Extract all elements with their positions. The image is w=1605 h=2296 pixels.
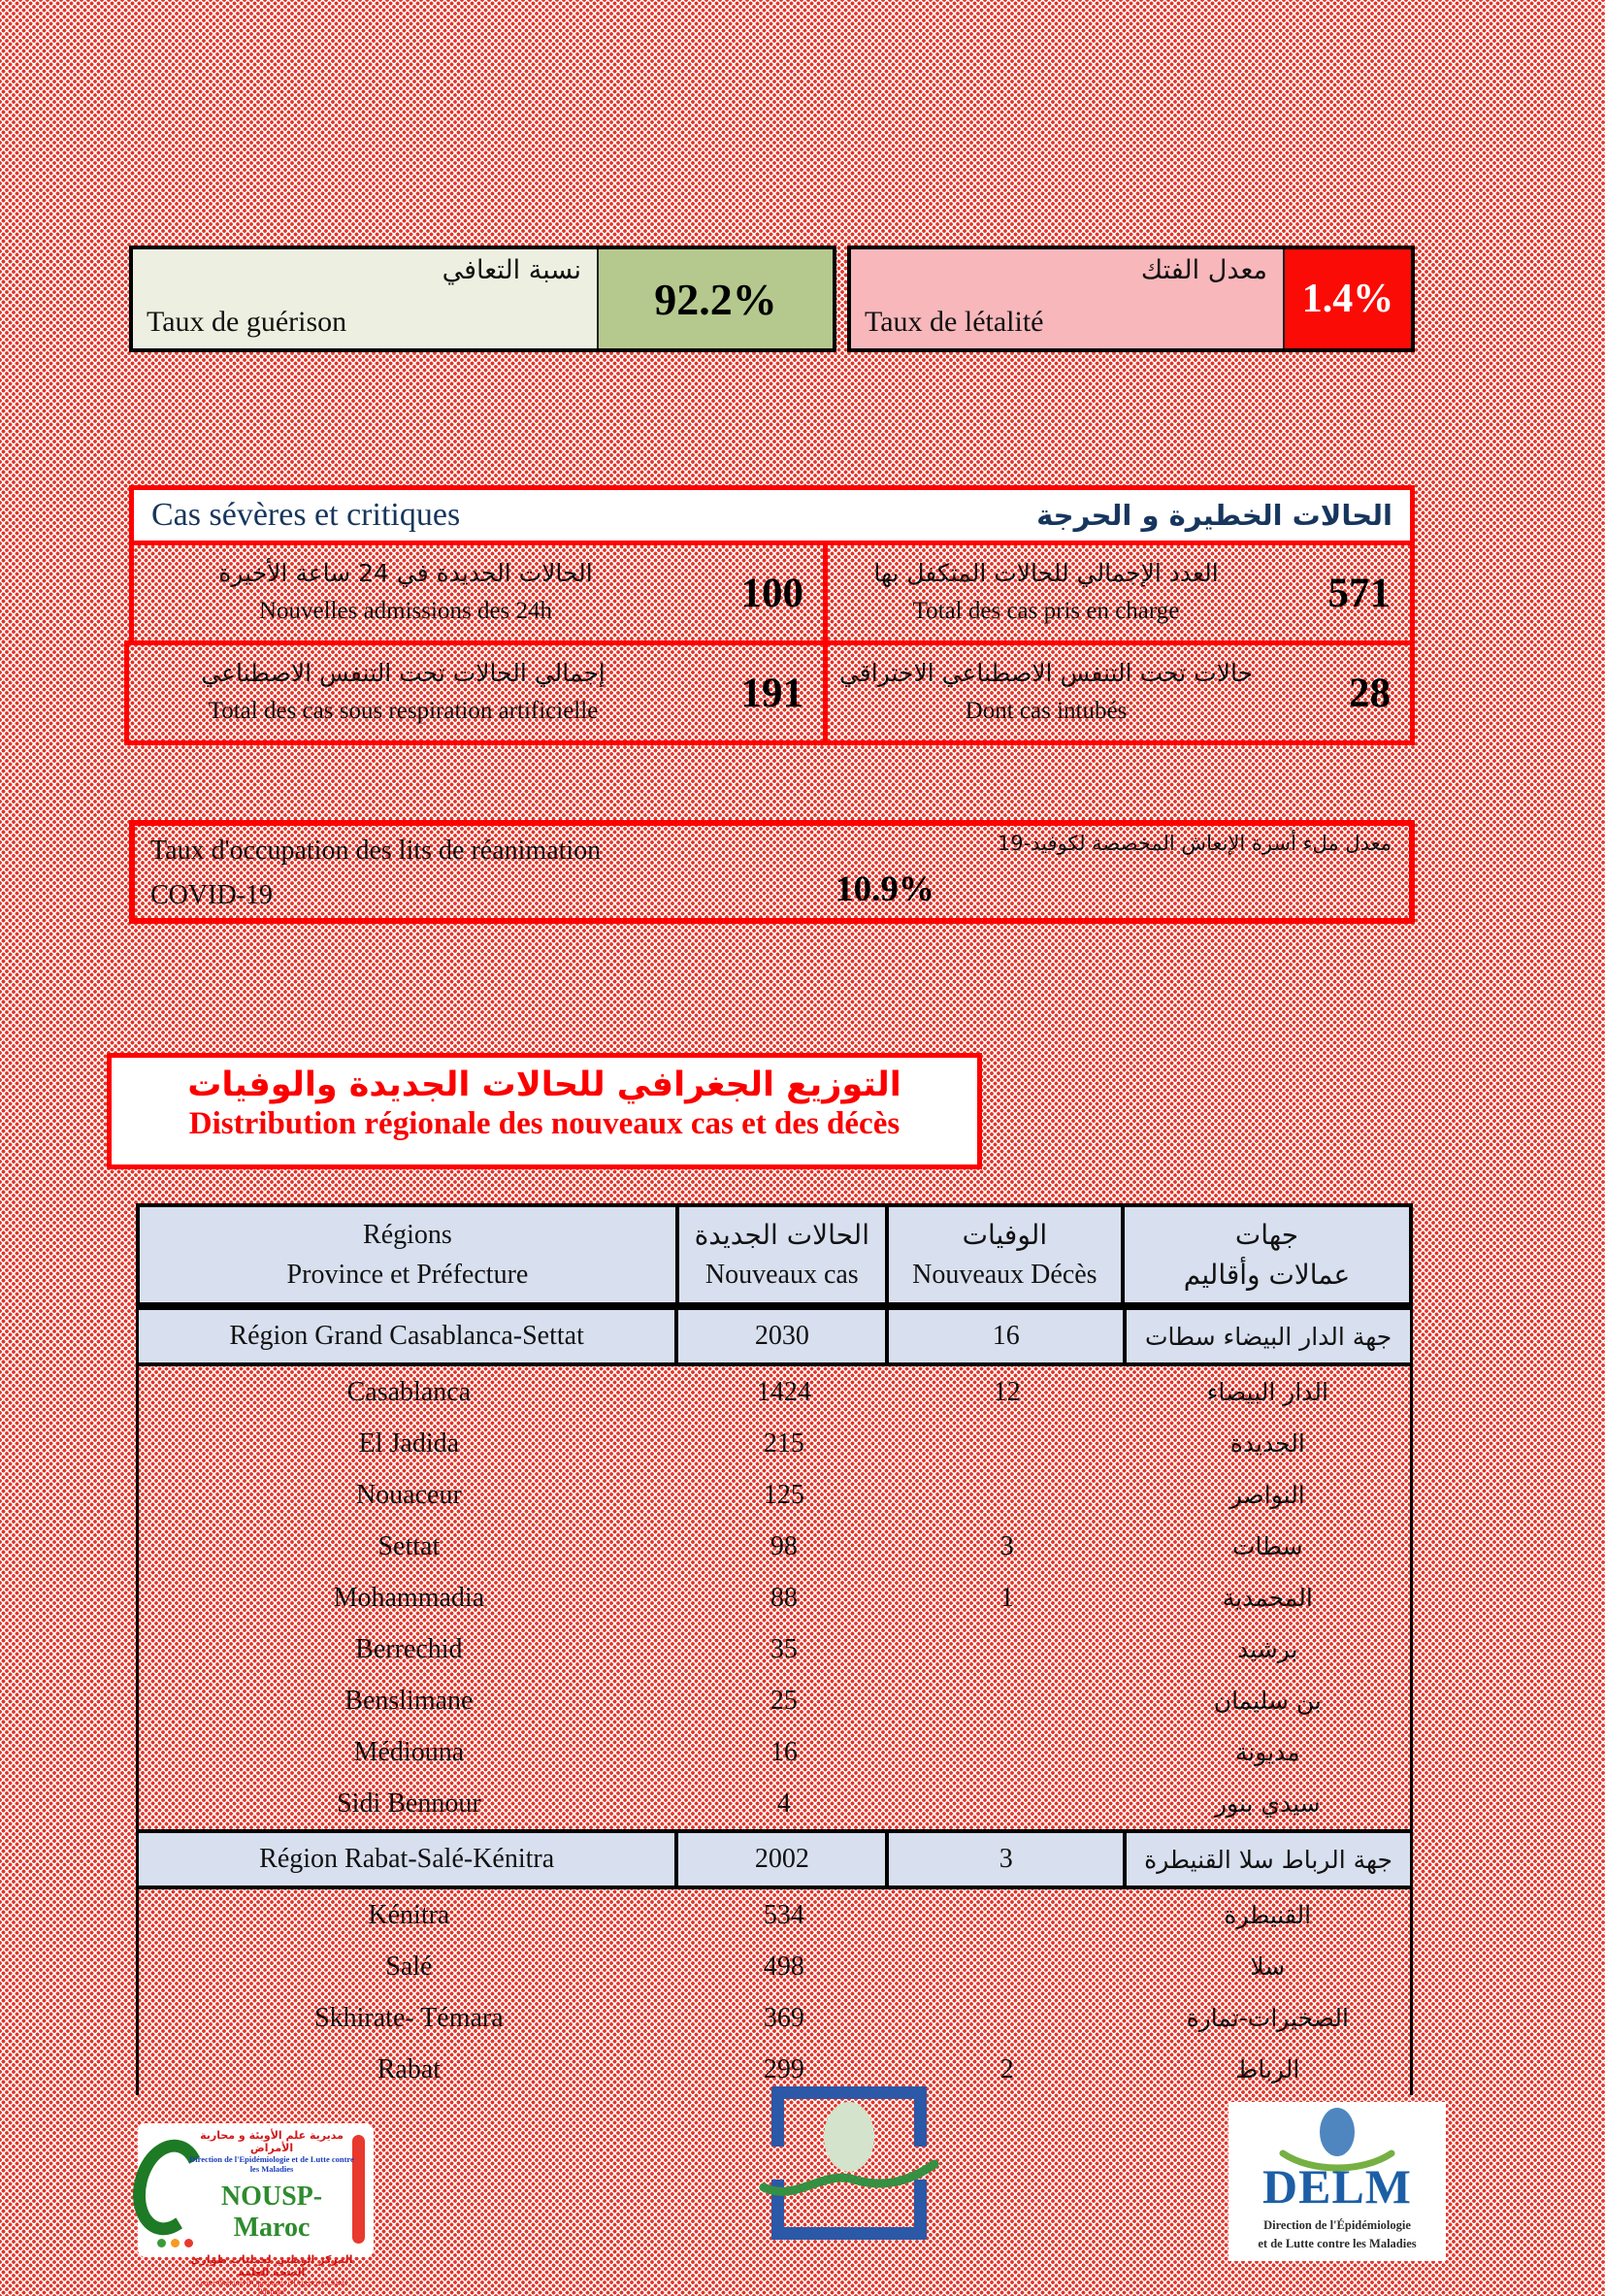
header-regions-line1: Régions (363, 1219, 452, 1250)
header-new-cases-arabic: الحالات الجديدة (694, 1219, 869, 1252)
cell-name: Berrechid (355, 1633, 463, 1664)
cell-name: Sidi Bennour (337, 1788, 481, 1819)
fatality-rate-box (847, 246, 1415, 352)
cell-new-deaths (889, 1778, 1126, 1829)
icu-label-french-line2: COVID-19 (150, 880, 273, 910)
header-regions-line2: Province et Préfecture (286, 1259, 529, 1290)
regional-distribution-table (136, 1203, 1413, 2095)
intubated-cases-label (828, 655, 1264, 731)
recovery-rate-label-french: Taux de guérison (147, 306, 347, 338)
cell-name-arabic: برشيد (1237, 1635, 1298, 1663)
cell-new-cases: 88 (770, 1582, 798, 1613)
province-row (139, 1418, 1410, 1469)
new-admissions-cell (129, 541, 828, 645)
artificial-respiration-label-arabic: إجمالي الحالات تحت التنفس الاصطناعي (201, 659, 606, 688)
table-header-row (136, 1203, 1413, 1306)
ministry-wave-icon (762, 2158, 936, 2205)
total-cases-cell (823, 541, 1415, 645)
nousp-dots-icon (157, 2239, 193, 2247)
cell-name: Rabat (377, 2053, 442, 2084)
cell-new-deaths: 3 (999, 1530, 1014, 1561)
new-admissions-value: 100 (740, 570, 803, 616)
artificial-respiration-label (129, 655, 677, 731)
delm-subtitle-line2: et de Lutte contre les Maladies (1258, 2236, 1417, 2250)
cell-name-arabic: الرباط (1235, 2055, 1300, 2083)
ministry-frame-top (771, 2086, 927, 2099)
header-new-deaths-arabic: الوفيات (962, 1219, 1048, 1252)
cell-new-cases: 2030 (678, 1310, 889, 1362)
recovery-rate-box (129, 246, 836, 352)
icu-label-french-line1: Taux d'occupation des lits de réanimation (150, 836, 602, 866)
cell-name-arabic: الصخيرات-تمارة (1186, 2004, 1349, 2032)
nousp-arabic-bottom: المركز الوطني لعمليات طوارئ الصحة العامة (190, 2253, 353, 2280)
ministry-frame-bottom (771, 2227, 927, 2240)
cell-new-cases: 1424 (756, 1376, 811, 1407)
total-cases-value: 571 (1327, 570, 1391, 616)
province-row (139, 1521, 1410, 1572)
cell-name-arabic: المحمدية (1222, 1584, 1313, 1612)
top-stats-row (129, 246, 1415, 352)
delm-subtitle-line1: Direction de l'Épidémiologie (1263, 2218, 1411, 2232)
fatality-rate-label-arabic: معدل الفتك (1140, 255, 1267, 285)
cell-new-deaths: 12 (993, 1376, 1021, 1407)
header-regions-arabic (1125, 1207, 1409, 1302)
cell-new-cases: 369 (763, 2002, 804, 2033)
severe-section-header (129, 485, 1415, 545)
cell-name: Médiouna (353, 1736, 465, 1767)
province-row (139, 1469, 1410, 1521)
severe-title-french: Cas sévères et critiques (151, 497, 461, 533)
regions-table-body (136, 1306, 1413, 2095)
new-admissions-label-french: Nouvelles admissions des 24h (258, 598, 553, 624)
intubated-cases-value: 28 (1349, 670, 1391, 716)
cell-new-deaths (889, 1941, 1126, 1992)
cell-new-cases: 498 (763, 1951, 804, 1982)
severe-title-arabic: الحالات الخطيرة و الحرجة (1036, 499, 1392, 532)
distribution-title-box (107, 1053, 982, 1169)
icu-occupation-box (129, 820, 1415, 924)
intubated-cases-label-arabic: حالات تحت التنفس الاصطناعي الاختراقي (838, 659, 1254, 688)
total-cases-label-french: Total des cas pris en charge (912, 598, 1180, 624)
new-admissions-label (134, 555, 677, 631)
cell-new-cases: 299 (763, 2053, 804, 2084)
recovery-rate-value: 92.2% (597, 249, 833, 348)
header-regions (140, 1207, 679, 1302)
header-regions-arabic-line2: عمالات وأقاليم (1183, 1259, 1351, 1291)
cell-name: Casablanca (346, 1376, 472, 1407)
cell-new-cases: 4 (776, 1788, 791, 1819)
province-row (139, 1889, 1410, 1941)
fatality-rate-value: 1.4% (1283, 249, 1411, 348)
cell-new-cases: 2002 (678, 1833, 889, 1886)
recovery-rate-label-cell (133, 249, 597, 348)
delm-subtitle (1228, 2216, 1446, 2253)
cell-new-cases: 16 (770, 1736, 798, 1767)
delm-name: DELM (1262, 2159, 1412, 2214)
province-row (139, 1624, 1410, 1675)
cell-name: Kénitra (368, 1899, 450, 1930)
cell-name: El Jadida (358, 1427, 460, 1459)
fatality-rate-label-french: Taux de létalité (865, 306, 1044, 338)
nousp-arabic-top: مديرية علم الأوبئة و محاربة الأمراض (200, 2129, 344, 2154)
severe-critical-section (129, 485, 1415, 745)
total-cases-label-arabic: العدد الإجمالي للحالات المتكفل بها (873, 559, 1219, 588)
cell-name: Région Grand Casablanca-Settat (136, 1310, 678, 1362)
cell-name-arabic: الدار البيضاء (1206, 1378, 1328, 1406)
cell-new-deaths (889, 1418, 1126, 1469)
fatality-rate-label-cell (851, 249, 1283, 348)
cell-name-arabic: مديونة (1234, 1738, 1300, 1766)
province-row (139, 1941, 1410, 1992)
cell-name: Skhirate- Témara (314, 2002, 504, 2033)
ministry-frame-left-top (771, 2086, 784, 2147)
cell-name-arabic: سطات (1231, 1532, 1303, 1560)
intubated-cases-cell (823, 640, 1415, 745)
cell-new-deaths (889, 1992, 1126, 2044)
nousp-french-bottom: Centre National d'Opérations d'Urgence en Santé Publique (195, 2279, 348, 2296)
header-new-deaths (889, 1207, 1125, 1302)
cell-name: Région Rabat-Salé-Kénitra (136, 1833, 678, 1886)
cell-name-arabic: سيدي بنور (1214, 1789, 1321, 1818)
artificial-respiration-label-french: Total des cas sous respiration artificielle (208, 698, 599, 724)
province-row (139, 1675, 1410, 1726)
cell-new-deaths (889, 1469, 1126, 1521)
cell-name: Benslimane (344, 1685, 474, 1716)
cell-name: Nouaceur (355, 1479, 462, 1510)
new-admissions-label-arabic: الحالات الجديدة في 24 ساعة الأخيرة (218, 559, 593, 588)
cell-new-deaths: 16 (889, 1310, 1127, 1362)
severe-cells-grid (129, 545, 1415, 745)
icu-occupation-value: 10.9% (835, 869, 934, 909)
nousp-french-top: Direction de l'Epidémiologie et de Lutte contre les Maladies (189, 2154, 354, 2175)
cell-new-deaths (889, 1726, 1126, 1778)
cell-new-deaths (889, 1889, 1126, 1941)
cell-new-deaths: 2 (999, 2053, 1014, 2084)
cell-new-deaths (889, 1624, 1126, 1675)
cell-name-arabic: الجديدة (1229, 1429, 1305, 1458)
header-new-cases-french: Nouveaux cas (704, 1259, 859, 1290)
cell-new-cases: 25 (770, 1685, 798, 1716)
cell-name-arabic: القنيطرة (1224, 1901, 1312, 1929)
header-new-deaths-french: Nouveaux Décès (912, 1259, 1097, 1290)
nousp-maroc-logo (138, 2123, 374, 2296)
cell-name-arabic: جهة الدار البيضاء سطات (1127, 1310, 1413, 1362)
icu-label-arabic: معدل ملء أسرة الإنعاش المخصصة لكوفيد-19 (997, 832, 1392, 855)
cell-new-cases: 534 (763, 1899, 804, 1930)
cell-name-arabic: جهة الرباط سلا القنيطرة (1127, 1833, 1413, 1886)
total-cases-label (828, 555, 1264, 631)
province-row (139, 1726, 1410, 1778)
region-row (136, 1829, 1413, 1889)
cell-name: Salé (385, 1951, 433, 1982)
cell-new-deaths: 1 (999, 1582, 1014, 1613)
cell-new-deaths: 3 (889, 1833, 1127, 1886)
cell-new-cases: 215 (763, 1427, 804, 1459)
province-row (139, 1366, 1410, 1418)
health-ministry-logo (771, 2086, 927, 2240)
cell-new-cases: 125 (763, 1479, 804, 1510)
region-row (136, 1306, 1413, 1366)
intubated-cases-label-french: Dont cas intubés (965, 698, 1128, 724)
province-row (139, 1778, 1410, 1829)
artificial-respiration-cell (124, 640, 828, 745)
cell-name-arabic: سلا (1250, 1952, 1286, 1981)
distribution-title-arabic: التوزيع الجغرافي للحالات الجديدة والوفيات (187, 1066, 901, 1104)
distribution-title-french: Distribution régionale des nouveaux cas et des décès (188, 1106, 901, 1141)
delm-logo (1228, 2102, 1446, 2261)
cell-new-cases: 98 (770, 1530, 798, 1561)
header-new-cases (679, 1207, 889, 1302)
province-row (139, 1992, 1410, 2044)
header-regions-arabic-line1: جهات (1234, 1219, 1299, 1251)
nousp-name: NOUSP-Maroc (220, 2181, 323, 2244)
cell-name-arabic: النواصر (1229, 1481, 1305, 1509)
cell-new-deaths (889, 1675, 1126, 1726)
cell-name: Settat (377, 1530, 441, 1561)
artificial-respiration-value: 191 (740, 670, 803, 716)
cell-name: Mohammadia (333, 1582, 485, 1613)
province-row (139, 1572, 1410, 1624)
ministry-frame-right-top (914, 2086, 927, 2147)
recovery-rate-label-arabic: نسبة التعافي (442, 255, 581, 285)
cell-new-cases: 35 (770, 1633, 798, 1664)
cell-name-arabic: بن سليمان (1213, 1687, 1322, 1715)
